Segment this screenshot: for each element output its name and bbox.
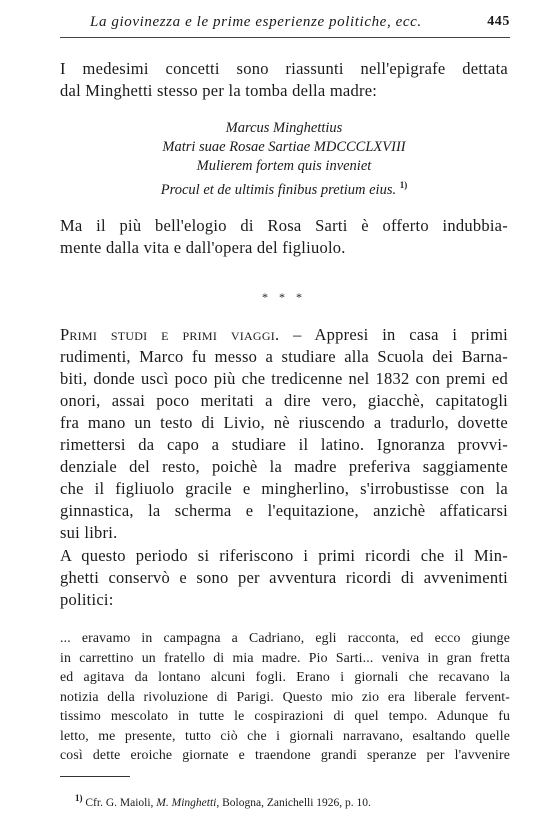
- text-line: I medesimi concetti sono riassunti nell'epigrafe dettata: [60, 59, 508, 78]
- running-title: La giovinezza e le prime esperienze politiche, ecc.: [90, 14, 422, 30]
- text-fragment: – Appresi in casa i primi: [293, 325, 508, 344]
- text-line: rimettersi da capo a studiare il latino. Ignoranza provvi-: [60, 435, 508, 454]
- epigraph-line: Matri suae Rosae Sartiae MDCCCLXVIII: [162, 139, 406, 155]
- text-line: mente dalla vita e dall'opera del figliuolo.: [60, 238, 346, 257]
- section-separator: * * *: [262, 290, 306, 304]
- quote-line: ... eravamo in campagna a Cadriano, egli racconta, ed ecco giunge: [60, 630, 510, 645]
- text-line: onori, assai poco meritati a dire vero, giacchè, capitatogli: [60, 391, 508, 410]
- section-heading: Primi studi e primi viaggi.: [60, 325, 280, 344]
- text-line: Ma il più bell'elogio di Rosa Sarti è offerto indubbia-: [60, 216, 508, 235]
- text-line: dal Minghetti stesso per la tomba della madre:: [60, 81, 378, 100]
- text-line: sui libri.: [60, 523, 118, 542]
- quote-line: in carrettino un fratello di mia madre. Pio Sarti... veniva in gran fretta: [60, 649, 510, 665]
- page-header: [60, 14, 510, 34]
- quote-line: ed agitava da lontano alcuni fogli. Erano i giornali che recavano la: [60, 669, 510, 684]
- paragraph-elogio: [60, 215, 508, 259]
- quote-line: letto, me presente, tutto ciò che i giornali narravano, esaltando quelle: [60, 727, 510, 743]
- text-line: A questo periodo si riferiscono i primi ricordi che il Min-: [60, 546, 508, 565]
- header-rule: [60, 37, 510, 38]
- epigraph-line: Mulierem fortem quis inveniet: [196, 158, 372, 174]
- text-line: ghetti conservò e sono per avventura ricordi di avvenimenti: [60, 568, 508, 587]
- paragraph-primi-studi: [60, 324, 508, 544]
- page-number: 445: [487, 14, 510, 29]
- quotation-block: [60, 628, 510, 765]
- text-line: biti, donde uscì poco più che tredicenne nel 1832 con premi ed: [60, 369, 508, 388]
- quote-line: così dette eroiche giornate e traendone grandi speranze per l'avvenire: [60, 747, 510, 762]
- epigraph-line: Procul et de ultimis finibus pretium eius.: [160, 181, 397, 198]
- text-line: denziale del resto, poichè la madre preferiva saggiamente: [60, 457, 508, 476]
- quote-line: notizia della rivoluzione di Parigi. Questo mio zio era liberale fervent-: [60, 688, 510, 704]
- footnote-mark: 1): [75, 793, 83, 803]
- footnote-reference: 1): [399, 180, 408, 190]
- text-line: che il figliuolo gracile e mingherlino, s'irrobustisse con la: [60, 479, 508, 498]
- footnote-book-title: M. Minghetti: [156, 796, 217, 809]
- text-line: rudimenti, Marco fu messo a studiare alla Scuola dei Barna-: [60, 347, 508, 366]
- epigraph: [60, 119, 508, 200]
- text-line-first: [60, 324, 508, 346]
- paragraph-ricordi: [60, 545, 508, 611]
- footnote-text-before: Cfr. G. Maioli,: [85, 796, 154, 809]
- quote-line: tissimo mescolato in tutte le cospirazioni di quel tempo. Adunque fu: [60, 708, 510, 723]
- footnote-text-after: , Bologna, Zanichelli 1926, p. 10.: [216, 796, 371, 809]
- text-line: ginnastica, la scherma e l'equitazione, anzichè affaticarsi: [60, 501, 508, 520]
- epigraph-line: Marcus Minghettius: [225, 120, 343, 136]
- text-line: politici:: [60, 590, 114, 609]
- text-line: fra mano un testo di Livio, nè riuscendo a tradurlo, dovette: [60, 413, 508, 432]
- footnote-rule: [60, 776, 130, 777]
- paragraph-epigraph-intro: [60, 58, 508, 102]
- epigraph-line-last: [60, 176, 508, 200]
- footnote: [75, 793, 371, 809]
